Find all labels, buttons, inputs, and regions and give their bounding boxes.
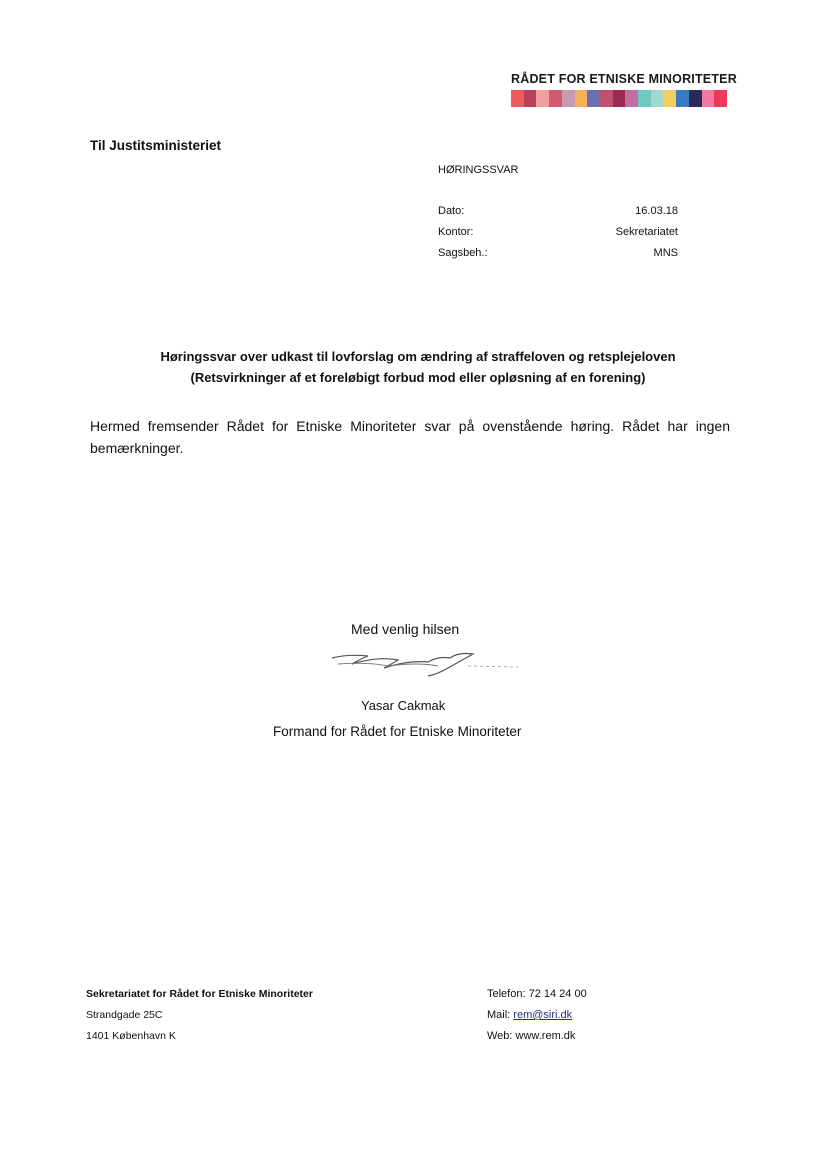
meta-value: MNS xyxy=(653,247,678,259)
meta-label: Kontor: xyxy=(438,226,474,238)
logo-color-block xyxy=(702,90,715,107)
body-paragraph: Hermed fremsender Rådet for Etniske Minoriteter svar på ovenstående høring. Rådet har ingen bemærkninger. xyxy=(90,418,730,456)
logo-color-block xyxy=(536,90,549,107)
logo-color-bar xyxy=(511,90,727,107)
logo-color-block xyxy=(651,90,664,107)
document-type: HØRINGSSVAR xyxy=(438,164,519,176)
logo-color-block xyxy=(625,90,638,107)
signer-name: Yasar Cakmak xyxy=(361,698,446,713)
meta-label: Dato: xyxy=(438,205,465,217)
logo-color-block xyxy=(663,90,676,107)
logo-color-block xyxy=(587,90,600,107)
title-line-1: Høringssvar over udkast til lovforslag om ændring af straffeloven og retsplejeloven xyxy=(160,349,676,364)
letter-title xyxy=(90,346,746,388)
footer-mail-label: Mail: xyxy=(487,1009,511,1021)
meta-row-case-handler xyxy=(438,247,678,268)
logo-color-block xyxy=(549,90,562,107)
meta-row-date xyxy=(438,205,678,226)
footer-org: Sekretariatet for Rådet for Etniske Minoriteter xyxy=(86,988,313,1000)
logo-color-block xyxy=(562,90,575,107)
logo-color-block xyxy=(676,90,689,107)
logo-color-block xyxy=(511,90,524,107)
title-line-2: (Retsvirkninger af et foreløbigt forbud mod eller opløsning af en forening) xyxy=(190,370,646,385)
logo-color-block xyxy=(714,90,727,107)
logo-color-block xyxy=(524,90,537,107)
footer-city: 1401 København K xyxy=(86,1030,176,1042)
meta-value: Sekretariatet xyxy=(615,226,678,238)
logo-color-block xyxy=(613,90,626,107)
footer-phone: Telefon: 72 14 24 00 xyxy=(487,988,587,1000)
footer-contact xyxy=(487,984,587,1047)
logo-color-block xyxy=(689,90,702,107)
logo-color-block xyxy=(600,90,613,107)
logo-text: RÅDET FOR ETNISKE MINORITETER xyxy=(511,72,737,86)
meta-row-office xyxy=(438,226,678,247)
footer-web[interactable]: Web: www.rem.dk xyxy=(487,1030,576,1042)
signer-title: Formand for Rådet for Etniske Minoriteter xyxy=(273,724,522,739)
logo-color-block xyxy=(575,90,588,107)
meta-value: 16.03.18 xyxy=(635,205,678,217)
footer-address xyxy=(86,984,313,1047)
footer-street: Strandgade 25C xyxy=(86,1009,163,1021)
logo-color-block xyxy=(638,90,651,107)
footer-mail-row xyxy=(487,1005,587,1026)
signature-image xyxy=(328,644,528,684)
meta-label: Sagsbeh.: xyxy=(438,247,488,259)
recipient: Til Justitsministeriet xyxy=(90,138,222,153)
logo xyxy=(511,72,737,107)
meta-block xyxy=(438,205,678,268)
closing: Med venlig hilsen xyxy=(351,621,460,637)
footer-mail-link[interactable]: rem@siri.dk xyxy=(513,1009,573,1021)
